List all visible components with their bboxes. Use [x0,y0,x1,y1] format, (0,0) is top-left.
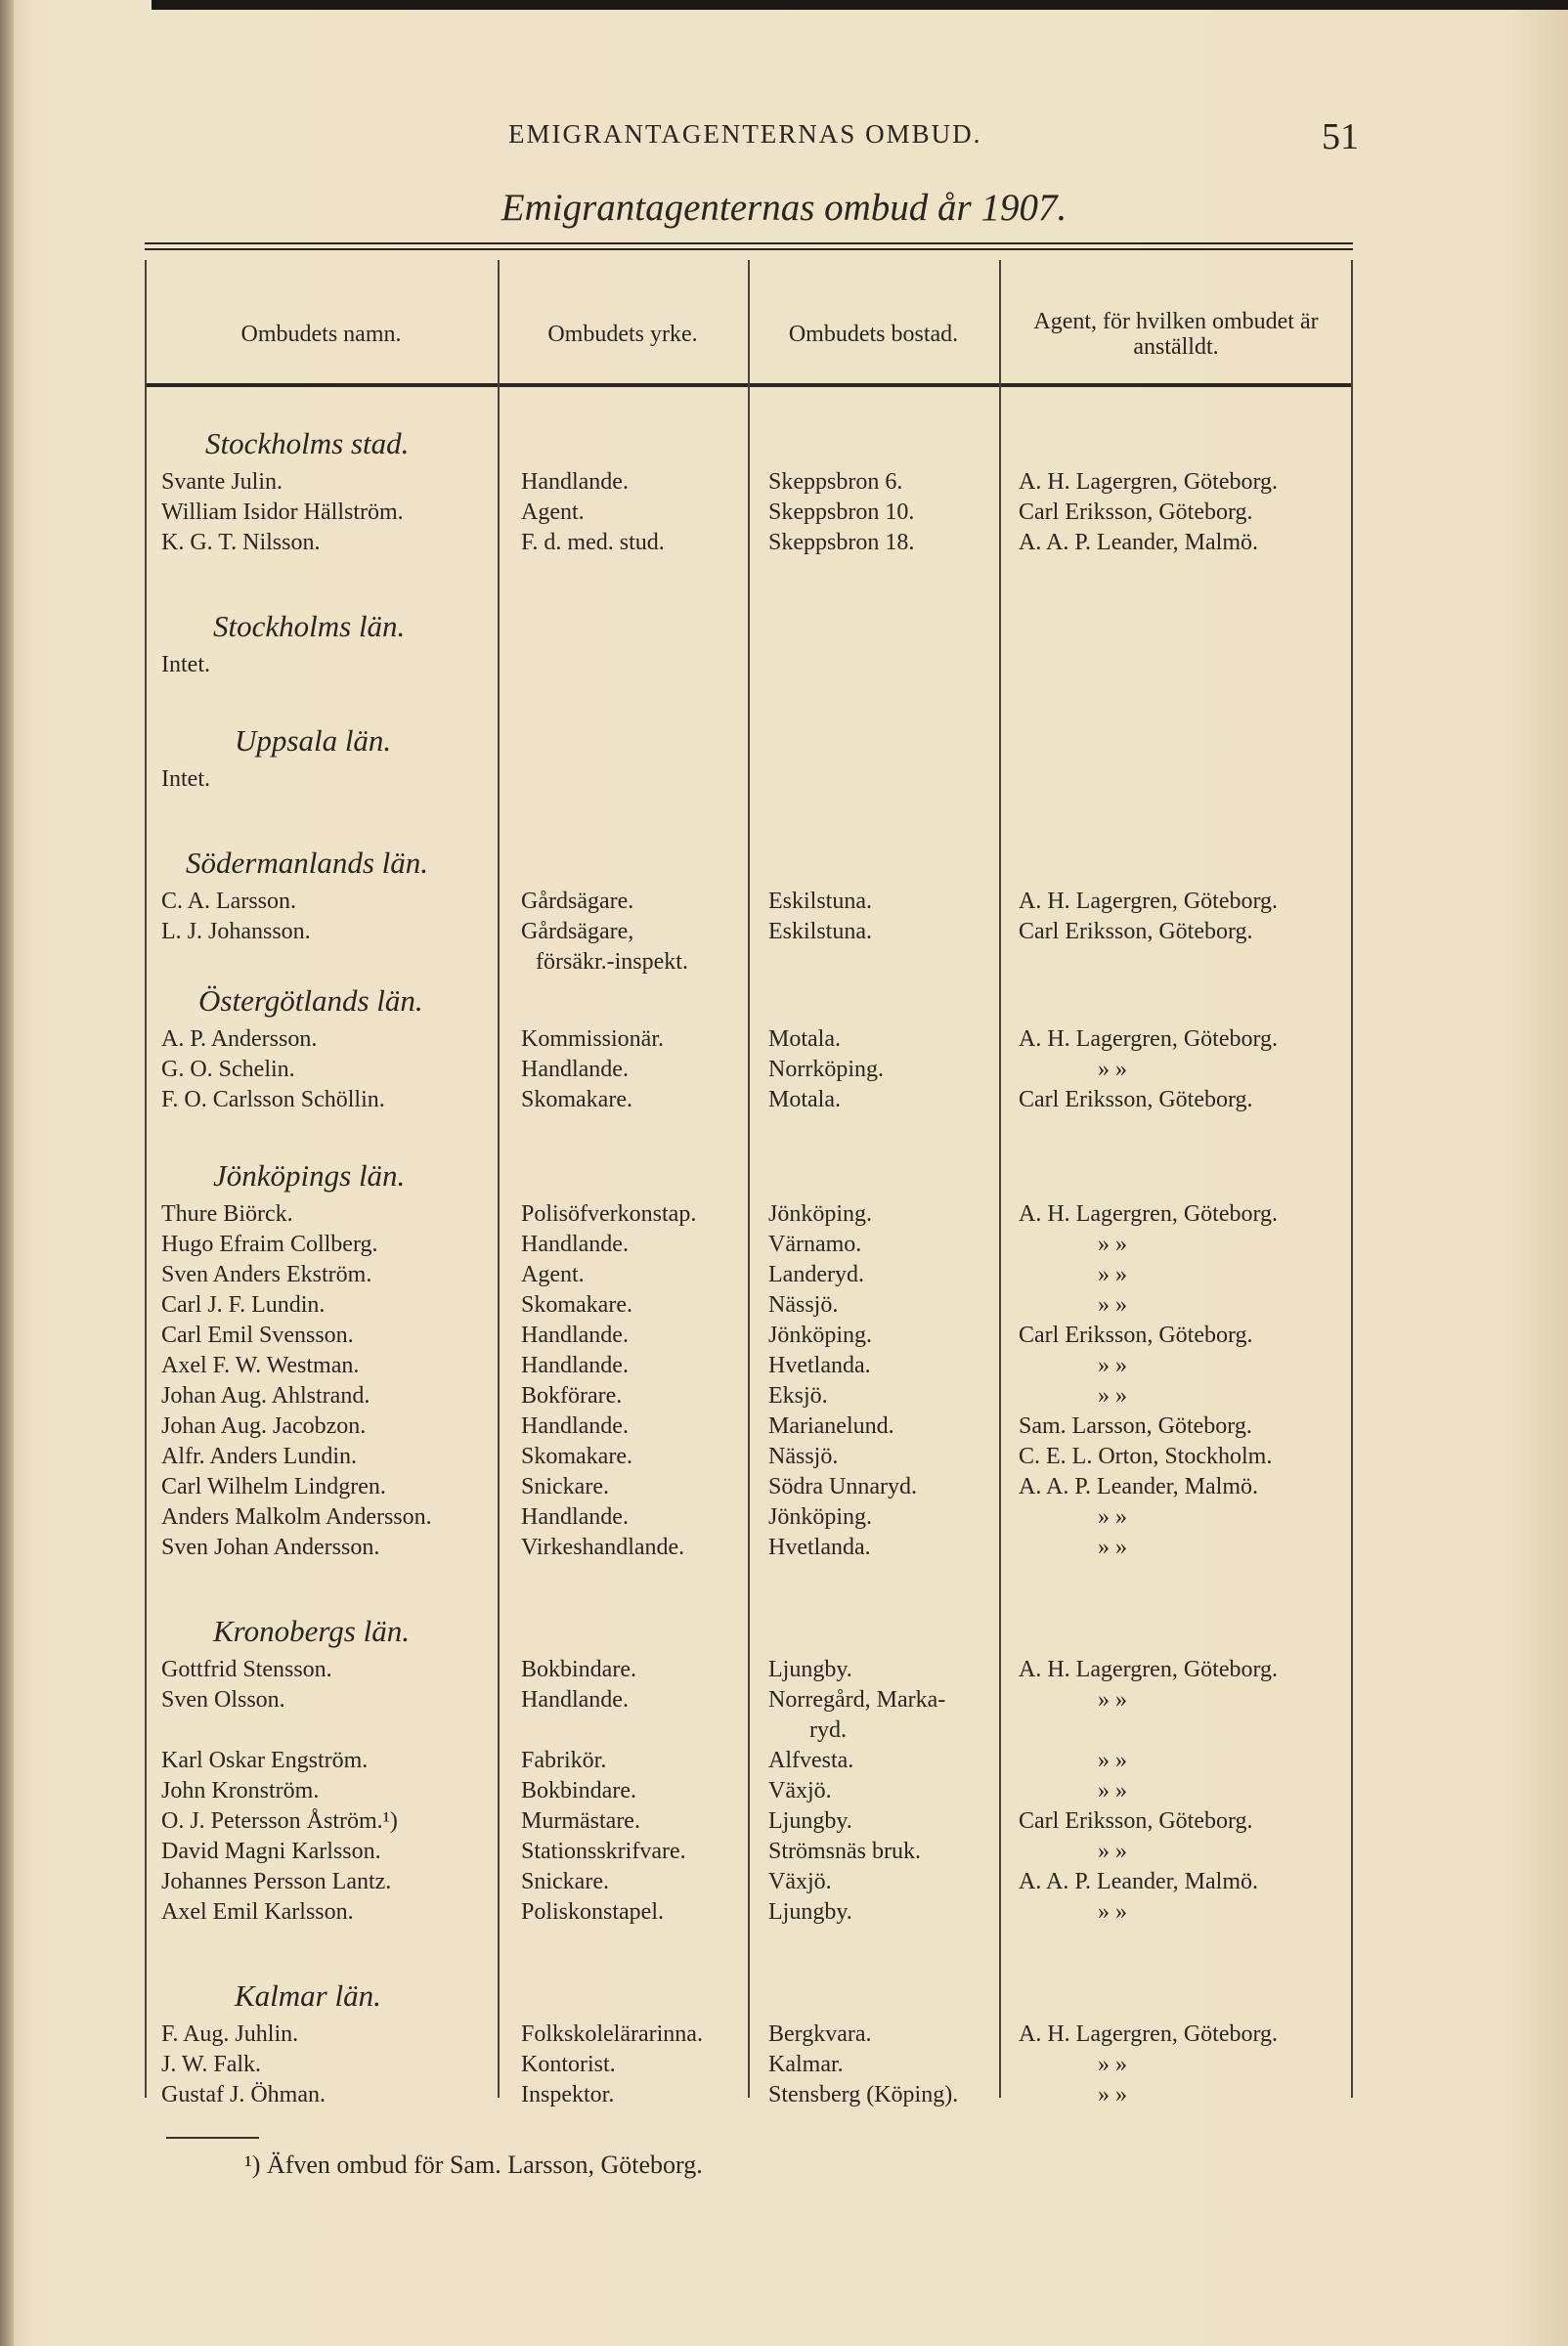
table-row [145,1502,1353,1533]
cell-name: Sven Johan Andersson. [161,1535,380,1560]
table-row [145,1897,1353,1928]
cell-residence: Strömsnäs bruk. [768,1839,921,1864]
page-top-edge [152,0,1568,10]
cell-name: Johan Aug. Jacobzon. [161,1413,367,1439]
document-title: Emigrantagenternas ombud år 1907. [501,187,1067,229]
table-row [145,887,1353,917]
table-top-rule-2 [145,248,1353,250]
cell-name: John Kronström. [161,1778,320,1803]
table-header [145,282,1353,387]
section-ostergotlands-lan [145,978,1353,1115]
table-row [145,1533,1353,1563]
cell-agent-ditto: » » [1098,1057,1127,1082]
section-title: Kronobergs län. [213,1614,410,1648]
cell-residence: Nässjö. [768,1292,839,1318]
cell-name: Anders Malkolm Andersson. [161,1504,432,1530]
cell-name: J. W. Falk. [161,2052,262,2077]
cell-name: Gustaf J. Öhman. [161,2082,326,2107]
table-row [145,498,1353,528]
column-header-residence: Ombudets bostad. [788,322,959,347]
cell-agent-ditto: » » [1098,1535,1127,1560]
cell-occupation: Skomakare. [521,1087,632,1112]
section-title: Östergötlands län. [198,983,423,1018]
cell-occupation: Kontorist. [521,2052,616,2077]
section-kronobergs-lan [145,1608,1353,1928]
section-title: Södermanlands län. [186,846,428,880]
cell-agent-ditto: » » [1098,1383,1127,1409]
cell-name: F. Aug. Juhlin. [161,2021,299,2047]
table-row [145,1085,1353,1115]
cell-occupation: Skomakare. [521,1292,632,1318]
cell-agent: Carl Eriksson, Göteborg. [1019,1808,1253,1834]
cell-occupation: Bokförare. [521,1383,623,1409]
cell-name: K. G. T. Nilsson. [161,530,321,555]
table-row [145,1837,1353,1867]
cell-residence: Marianelund. [768,1413,894,1439]
table-row-continuation [145,947,1353,978]
cell-residence: Jönköping. [768,1201,873,1227]
cell-occupation: F. d. med. stud. [521,530,665,555]
cell-name: Carl Emil Svensson. [161,1323,354,1348]
table-row [145,1290,1353,1321]
cell-residence: Värnamo. [768,1232,862,1257]
cell-agent-ditto: » » [1098,1748,1127,1773]
cell-agent-ditto: » » [1098,1778,1127,1803]
cell-occupation: Murmästare. [521,1808,640,1834]
cell-name: Carl J. F. Lundin. [161,1292,326,1318]
section-stockholms-lan [145,603,1353,680]
cell-name: C. A. Larsson. [161,889,296,914]
cell-occupation: Gårdsägare. [521,889,634,914]
cell-occupation: Snickare. [521,1869,609,1894]
cell-name: Thure Biörck. [161,1201,293,1227]
agents-table [145,242,1353,2119]
section-title: Stockholms stad. [205,426,410,460]
cell-residence: Alfvesta. [768,1748,854,1773]
cell-occupation: Snickare. [521,1474,609,1499]
cell-agent-ditto: » » [1098,1687,1127,1713]
cell-name: Johannes Persson Lantz. [161,1869,392,1894]
cell-occupation: Poliskonstapel. [521,1899,665,1925]
table-row [145,764,1353,795]
cell-residence: Eskilstuna. [768,889,872,914]
table-row [145,1806,1353,1837]
cell-name: Sven Olsson. [161,1687,285,1713]
cell-occupation: Stationsskrifvare. [521,1839,686,1864]
cell-occupation: Handlande. [521,1504,629,1530]
table-row [145,1776,1353,1806]
cell-occupation: Handlande. [521,1057,629,1082]
table-row [145,1055,1353,1085]
cell-name: Axel F. W. Westman. [161,1353,360,1378]
table-row [145,1351,1353,1381]
table-row [145,2080,1353,2110]
section-uppsala-lan [145,717,1353,795]
cell-name: Karl Oskar Engström. [161,1748,369,1773]
cell-agent-ditto: » » [1098,1262,1127,1287]
cell-name: O. J. Petersson Åström.¹) [161,1808,398,1834]
column-header-name: Ombudets namn. [240,322,402,347]
cell-occupation: Bokbindare. [521,1657,636,1682]
column-header-agent: Agent, för hvilken ombudet är anställdt. [1033,309,1319,360]
cell-residence: Växjö. [768,1778,832,1803]
footnote: ¹) Äfven ombud för Sam. Larsson, Göteborg. [244,2150,703,2179]
cell-residence: Nässjö. [768,1444,839,1469]
cell-agent: Carl Eriksson, Göteborg. [1019,1087,1253,1112]
cell-agent: A. A. P. Leander, Malmö. [1019,1474,1259,1499]
table-row [145,1260,1353,1290]
cell-residence: Stensberg (Köping). [768,2082,959,2107]
cell-residence: Ljungby. [768,1657,852,1682]
table-row [145,1442,1353,1472]
table-row [145,917,1353,947]
cell-name: Hugo Efraim Collberg. [161,1232,378,1257]
cell-name: F. O. Carlsson Schöllin. [161,1087,385,1112]
cell-occupation: Handlande. [521,1353,629,1378]
cell-occupation: Agent. [521,1262,585,1287]
cell-name: L. J. Johansson. [161,919,311,944]
running-head-title: EMIGRANTAGENTERNAS OMBUD. [508,119,982,149]
table-row [145,1412,1353,1442]
cell-residence: Hvetlanda. [768,1535,871,1560]
cell-name: William Isidor Hällström. [161,500,404,525]
cell-agent: A. H. Lagergren, Göteborg. [1019,2021,1279,2047]
cell-name: Johan Aug. Ahlstrand. [161,1383,370,1409]
table-row [145,1472,1353,1502]
cell-agent: A. A. P. Leander, Malmö. [1019,1869,1259,1894]
cell-occupation: Inspektor. [521,2082,615,2107]
table-row [145,1321,1353,1351]
section-title: Kalmar län. [235,1978,381,2013]
cell-occupation: Fabrikör. [521,1748,607,1773]
cell-agent: Carl Eriksson, Göteborg. [1019,919,1253,944]
section-title: Jönköpings län. [213,1158,406,1193]
cell-occupation: Kommissionär. [521,1026,665,1052]
table-top-rule [145,242,1353,244]
cell-name: G. O. Schelin. [161,1057,295,1082]
section-title: Uppsala län. [235,723,392,758]
cell-occupation: Bokbindare. [521,1778,636,1803]
cell-residence: Norrköping. [768,1057,884,1082]
cell-agent: A. H. Lagergren, Göteborg. [1019,889,1279,914]
cell-residence: Skeppsbron 6. [768,469,903,495]
cell-residence: ryd. [809,1717,847,1743]
table-row [145,1381,1353,1412]
cell-agent: C. E. L. Orton, Stockholm. [1019,1444,1273,1469]
cell-agent: A. H. Lagergren, Göteborg. [1019,1201,1279,1227]
cell-occupation: Gårdsägare, [521,919,634,944]
page-gutter [0,0,14,2346]
cell-residence: Skeppsbron 10. [768,500,915,525]
cell-agent-ditto: » » [1098,2052,1127,2077]
cell-residence: Jönköping. [768,1504,873,1530]
cell-residence: Ljungby. [768,1899,852,1925]
cell-name: Axel Emil Karlsson. [161,1899,354,1925]
table-row [145,528,1353,558]
cell-occupation: Handlande. [521,1323,629,1348]
cell-residence: Växjö. [768,1869,832,1894]
table-row [145,467,1353,498]
section-sodermanlands-lan [145,840,1353,978]
cell-agent-ditto: » » [1098,1292,1127,1318]
cell-agent-ditto: » » [1098,1899,1127,1925]
cell-residence: Södra Unnaryd. [768,1474,917,1499]
cell-agent: Sam. Larsson, Göteborg. [1019,1413,1252,1439]
cell-residence: Landeryd. [768,1262,864,1287]
cell-occupation: Handlande. [521,469,629,495]
cell-occupation: Folkskolelärarinna. [521,2021,703,2047]
cell-name: A. P. Andersson. [161,1026,318,1052]
cell-residence: Motala. [768,1026,841,1052]
cell-occupation: Agent. [521,500,585,525]
footnote-rule [166,2137,259,2139]
cell-occupation: Skomakare. [521,1444,632,1469]
page-number: 51 [1322,116,1359,157]
table-row-continuation [145,1716,1353,1746]
cell-residence: Eksjö. [768,1383,828,1409]
cell-name: Carl Wilhelm Lindgren. [161,1474,386,1499]
cell-agent-ditto: » » [1098,2082,1127,2107]
cell-agent: A. H. Lagergren, Göteborg. [1019,1026,1279,1052]
cell-agent: A. A. P. Leander, Malmö. [1019,530,1259,555]
cell-agent-ditto: » » [1098,1839,1127,1864]
cell-agent: Carl Eriksson, Göteborg. [1019,1323,1253,1348]
cell-name: David Magni Karlsson. [161,1839,381,1864]
cell-residence: Skeppsbron 18. [768,530,915,555]
table-row [145,1230,1353,1260]
cell-agent-ditto: » » [1098,1504,1127,1530]
cell-agent-ditto: » » [1098,1232,1127,1257]
section-title: Stockholms län. [213,609,406,643]
cell-residence: Jönköping. [768,1323,873,1348]
section-jonkopings-lan [145,1152,1353,1563]
cell-agent: A. H. Lagergren, Göteborg. [1019,1657,1279,1682]
table-row [145,1867,1353,1897]
cell-residence: Norregård, Marka- [768,1687,946,1713]
cell-name: Gottfrid Stensson. [161,1657,332,1682]
cell-name: Intet. [161,652,210,677]
cell-residence: Motala. [768,1087,841,1112]
cell-name: Alfr. Anders Lundin. [161,1444,357,1469]
cell-residence: Bergkvara. [768,2021,872,2047]
cell-occupation: Polisöfverkonstap. [521,1201,697,1227]
cell-residence: Ljungby. [768,1808,852,1834]
column-header-occupation: Ombudets yrke. [547,322,698,347]
cell-occupation: Handlande. [521,1413,629,1439]
cell-occupation: Handlande. [521,1232,629,1257]
table-row [145,1746,1353,1776]
table-row [145,1655,1353,1685]
cell-residence: Hvetlanda. [768,1353,871,1378]
cell-name: Svante Julin. [161,469,283,495]
cell-residence: Kalmar. [768,2052,844,2077]
table-row [145,2020,1353,2050]
cell-occupation: försäkr.-inspekt. [536,949,688,975]
table-row [145,1685,1353,1716]
cell-residence: Eskilstuna. [768,919,872,944]
table-row [145,650,1353,680]
table-row [145,1199,1353,1230]
cell-name: Intet. [161,766,210,792]
cell-occupation: Virkeshandlande. [521,1535,685,1560]
cell-name: Sven Anders Ekström. [161,1262,372,1287]
table-row [145,1024,1353,1055]
section-kalmar-lan [145,1973,1353,2110]
section-stockholms-stad [145,420,1353,558]
table-body [145,420,1353,2110]
cell-agent: Carl Eriksson, Göteborg. [1019,500,1253,525]
running-head [137,115,1359,157]
cell-occupation: Handlande. [521,1687,629,1713]
cell-agent-ditto: » » [1098,1353,1127,1378]
table-row [145,2050,1353,2080]
cell-agent: A. H. Lagergren, Göteborg. [1019,469,1279,495]
